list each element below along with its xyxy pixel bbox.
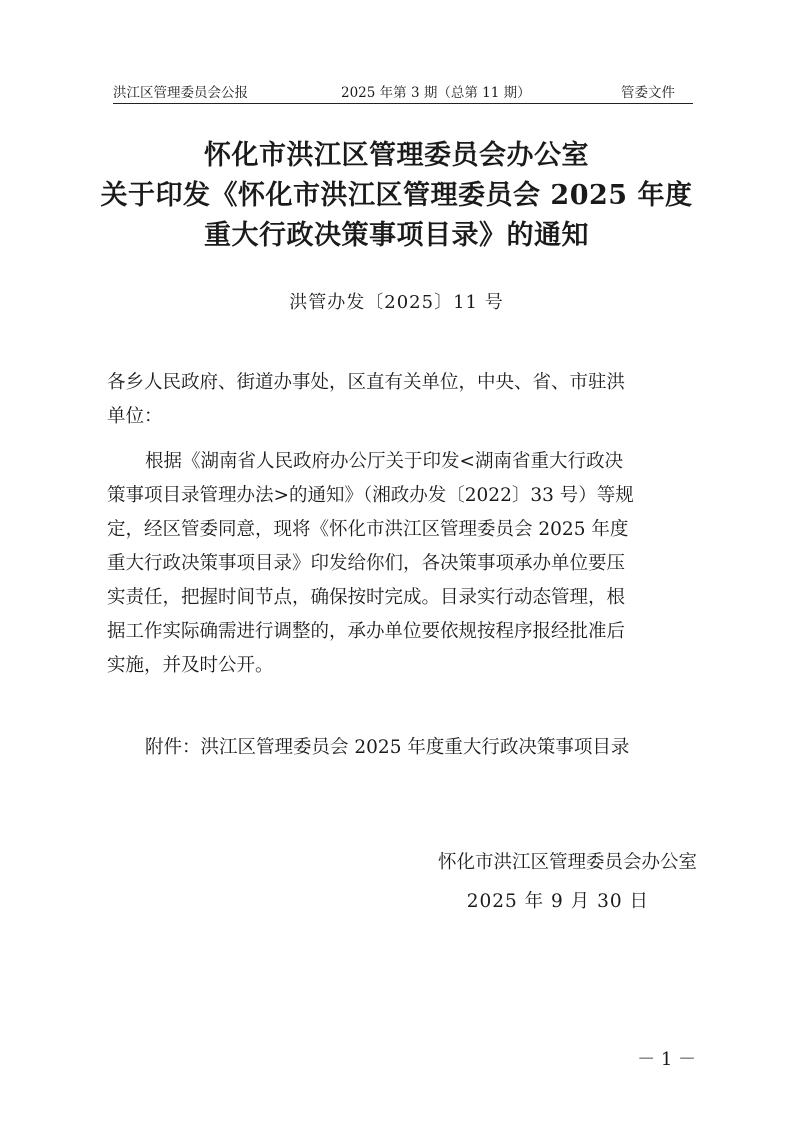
body-line: 策事项目录管理办法>的通知》（湘政办发〔2022〕33 号）等规 [107,485,634,506]
header-bulletin-name: 洪江区管理委员会公报 [113,85,248,101]
signature-date: 2025 年 9 月 30 日 [466,891,649,912]
body-line: 实施，并及时公开。 [107,655,274,676]
addressee-line: 各乡人民政府、街道办事处，区直有关单位，中央、省、市驻洪 [107,372,626,393]
body-line: 根据《湖南省人民政府办公厅关于印发<湖南省重大行政决 [145,451,624,472]
signature-organization: 怀化市洪江区管理委员会办公室 [437,852,697,873]
title-line-3: 重大行政决策事项目录》的通知 [204,220,589,251]
addressee-line: 单位： [107,406,163,427]
addressee [107,366,697,434]
body-line: 重大行政决策事项目录》印发给你们，各决策事项承办单位要压 [107,553,626,574]
title-line-2: 关于印发《怀化市洪江区管理委员会 2025 年度 [100,180,693,211]
attachment-note [107,731,697,765]
header-issue-number: 2025 年第 3 期（总第 11 期） [341,85,531,101]
body-line: 据工作实际确需进行调整的，承办单位要依规按程序报经批准后 [107,621,626,642]
page-number: － 1 － [637,1049,696,1070]
document-number: 洪管办发〔2025〕11 号 [289,292,504,313]
body-line: 定，经区管委同意，现将《怀化市洪江区管理委员会 2025 年度 [107,519,629,540]
running-header [113,84,693,102]
body-line: 实责任，把握时间节点，确保按时完成。目录实行动态管理，根 [107,587,626,608]
header-section-name: 管委文件 [621,85,675,101]
body-paragraph [107,445,697,683]
title-line-1: 怀化市洪江区管理委员会办公室 [204,140,589,171]
attachment-line: 附件：洪江区管理委员会 2025 年度重大行政决策事项目录 [145,737,630,758]
header-divider [113,103,693,104]
